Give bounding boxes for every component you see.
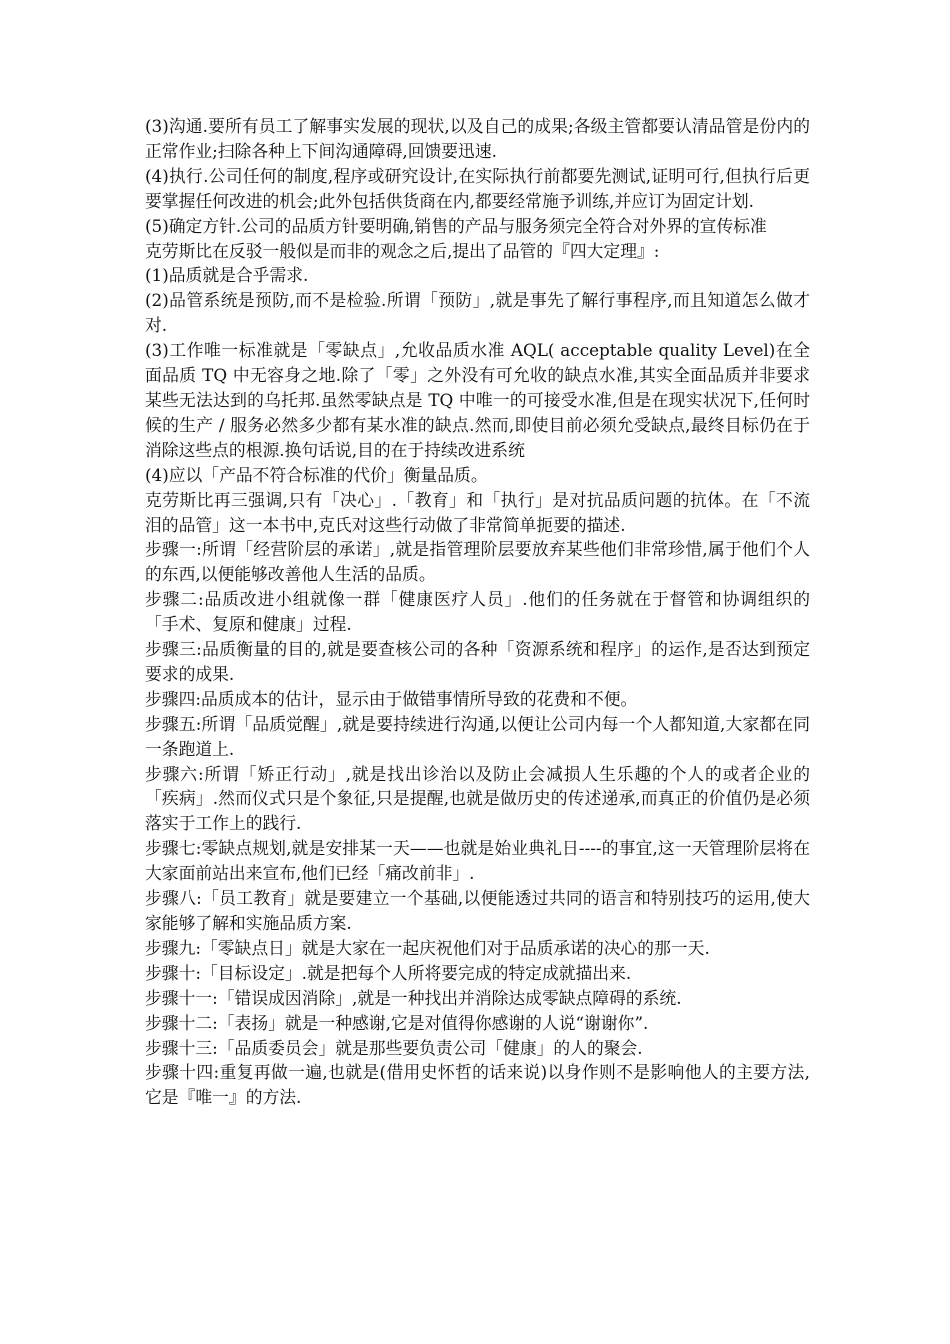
paragraph-policy: (5)确定方针.公司的品质方针要明确,销售的产品与服务须完全符合对外界的宣传标准 xyxy=(145,215,767,236)
paragraph-step-11: 步骤十一:「错误成因消除」,就是一种找出并消除达成零缺点障碍的系统. xyxy=(145,987,682,1008)
paragraph-step-1: 步骤一:所谓「经营阶层的承诺」,就是指管理阶层要放弃某些他们非常珍惜,属于他们个人的东西,以便能够改善他人生活的品质。 xyxy=(145,539,810,585)
paragraph-step-14: 步骤十四:重复再做一遍,也就是(借用史怀哲的话来说)以身作则不是影响他人的主要方法,它是『唯一』的方法. xyxy=(145,1062,810,1108)
paragraph-step-4: 步骤四:品质成本的估计，显示由于做错事情所导致的花费和不便。 xyxy=(145,688,638,709)
paragraph-principle-4: (4)应以「产品不符合标准的代价」衡量品质。 xyxy=(145,464,488,485)
paragraph-step-13: 步骤十三:「品质委员会」就是那些要负责公司「健康」的人的聚会. xyxy=(145,1037,643,1058)
paragraph-step-12: 步骤十二:「表扬」就是一种感谢,它是对值得你感谢的人说“谢谢你”. xyxy=(145,1012,649,1033)
paragraph-communication: (3)沟通.要所有员工了解事实发展的现状,以及自己的成果;各级主管都要认清品管是份内的正常作业;扫除各种上下间沟通障碍,回馈要迅速. xyxy=(145,116,810,161)
paragraph-antibodies: 克劳斯比再三强调,只有「决心」.「教育」和「执行」是对抗品质问题的抗体。在「不流泪的品管」这一本书中,克氏对这些行动做了非常简单扼要的描述. xyxy=(145,489,810,535)
paragraph-four-principles-intro: 克劳斯比在反驳一般似是而非的观念之后,提出了品管的『四大定理』: xyxy=(145,240,660,261)
paragraph-step-5: 步骤五:所谓「品质觉醒」,就是要持续进行沟通,以便让公司内每一个人都知道,大家都在同一条跑道上. xyxy=(145,713,810,759)
paragraph-step-2: 步骤二:品质改进小组就像一群「健康医疗人员」.他们的任务就在于督管和协调组织的「手术、复原和健康」过程. xyxy=(145,589,810,635)
document-body xyxy=(145,114,810,1110)
paragraph-step-8: 步骤八:「员工教育」就是要建立一个基础,以便能透过共同的语言和特别技巧的运用,使大家能够了解和实施品质方案. xyxy=(145,888,810,933)
paragraph-principle-1: (1)品质就是合乎需求. xyxy=(145,265,309,286)
paragraph-step-7: 步骤七:零缺点规划,就是安排某一天——也就是始业典礼日----的事宜,这一天管理阶层将在大家面前站出来宣布,他们已经「痛改前非」. xyxy=(145,838,810,884)
paragraph-principle-2: (2)品管系统是预防,而不是检验.所谓「预防」,就是事先了解行事程序,而且知道怎么做才对. xyxy=(145,290,810,336)
paragraph-principle-3: (3)工作唯一标准就是「零缺点」,允收品质水准 AQL( acceptable quality Level)在全面品质 TQ 中无容身之地.除了「零」之外没有可允收的缺点水准,其实全面品质并非要求某些无法达到的乌托邦.虽然零缺点是 TQ 中唯一的可接受水准,但是在现实状况下,任何时候的生产 / 服务必然多少都有某水准的缺点.然而,即使目前必须允受缺点,最终目标仍在于消除这些点的根源.换句话说,目的在于持续改进系统 xyxy=(145,340,810,460)
paragraph-step-6: 步骤六:所谓「矫正行动」,就是找出诊治以及防止会减损人生乐趣的个人的或者企业的「疾病」.然而仪式只是个象征,只是提醒,也就是做历史的传述递承,而真正的价值仍是必须落实于工作上的践行. xyxy=(145,763,810,834)
paragraph-step-9: 步骤九:「零缺点日」就是大家在一起庆祝他们对于品质承诺的决心的那一天. xyxy=(145,937,710,958)
paragraph-step-10: 步骤十:「目标设定」.就是把每个人所将要完成的特定成就描出来. xyxy=(145,962,632,983)
paragraph-execution: (4)执行.公司任何的制度,程序或研究设计,在实际执行前都要先测试,证明可行,但执行后更要掌握任何改进的机会;此外包括供货商在内,都要经常施予训练,并应订为固定计划. xyxy=(145,165,810,211)
paragraph-step-3: 步骤三:品质衡量的目的,就是要查核公司的各种「资源系统和程序」的运作,是否达到预定要求的成果. xyxy=(145,639,810,684)
